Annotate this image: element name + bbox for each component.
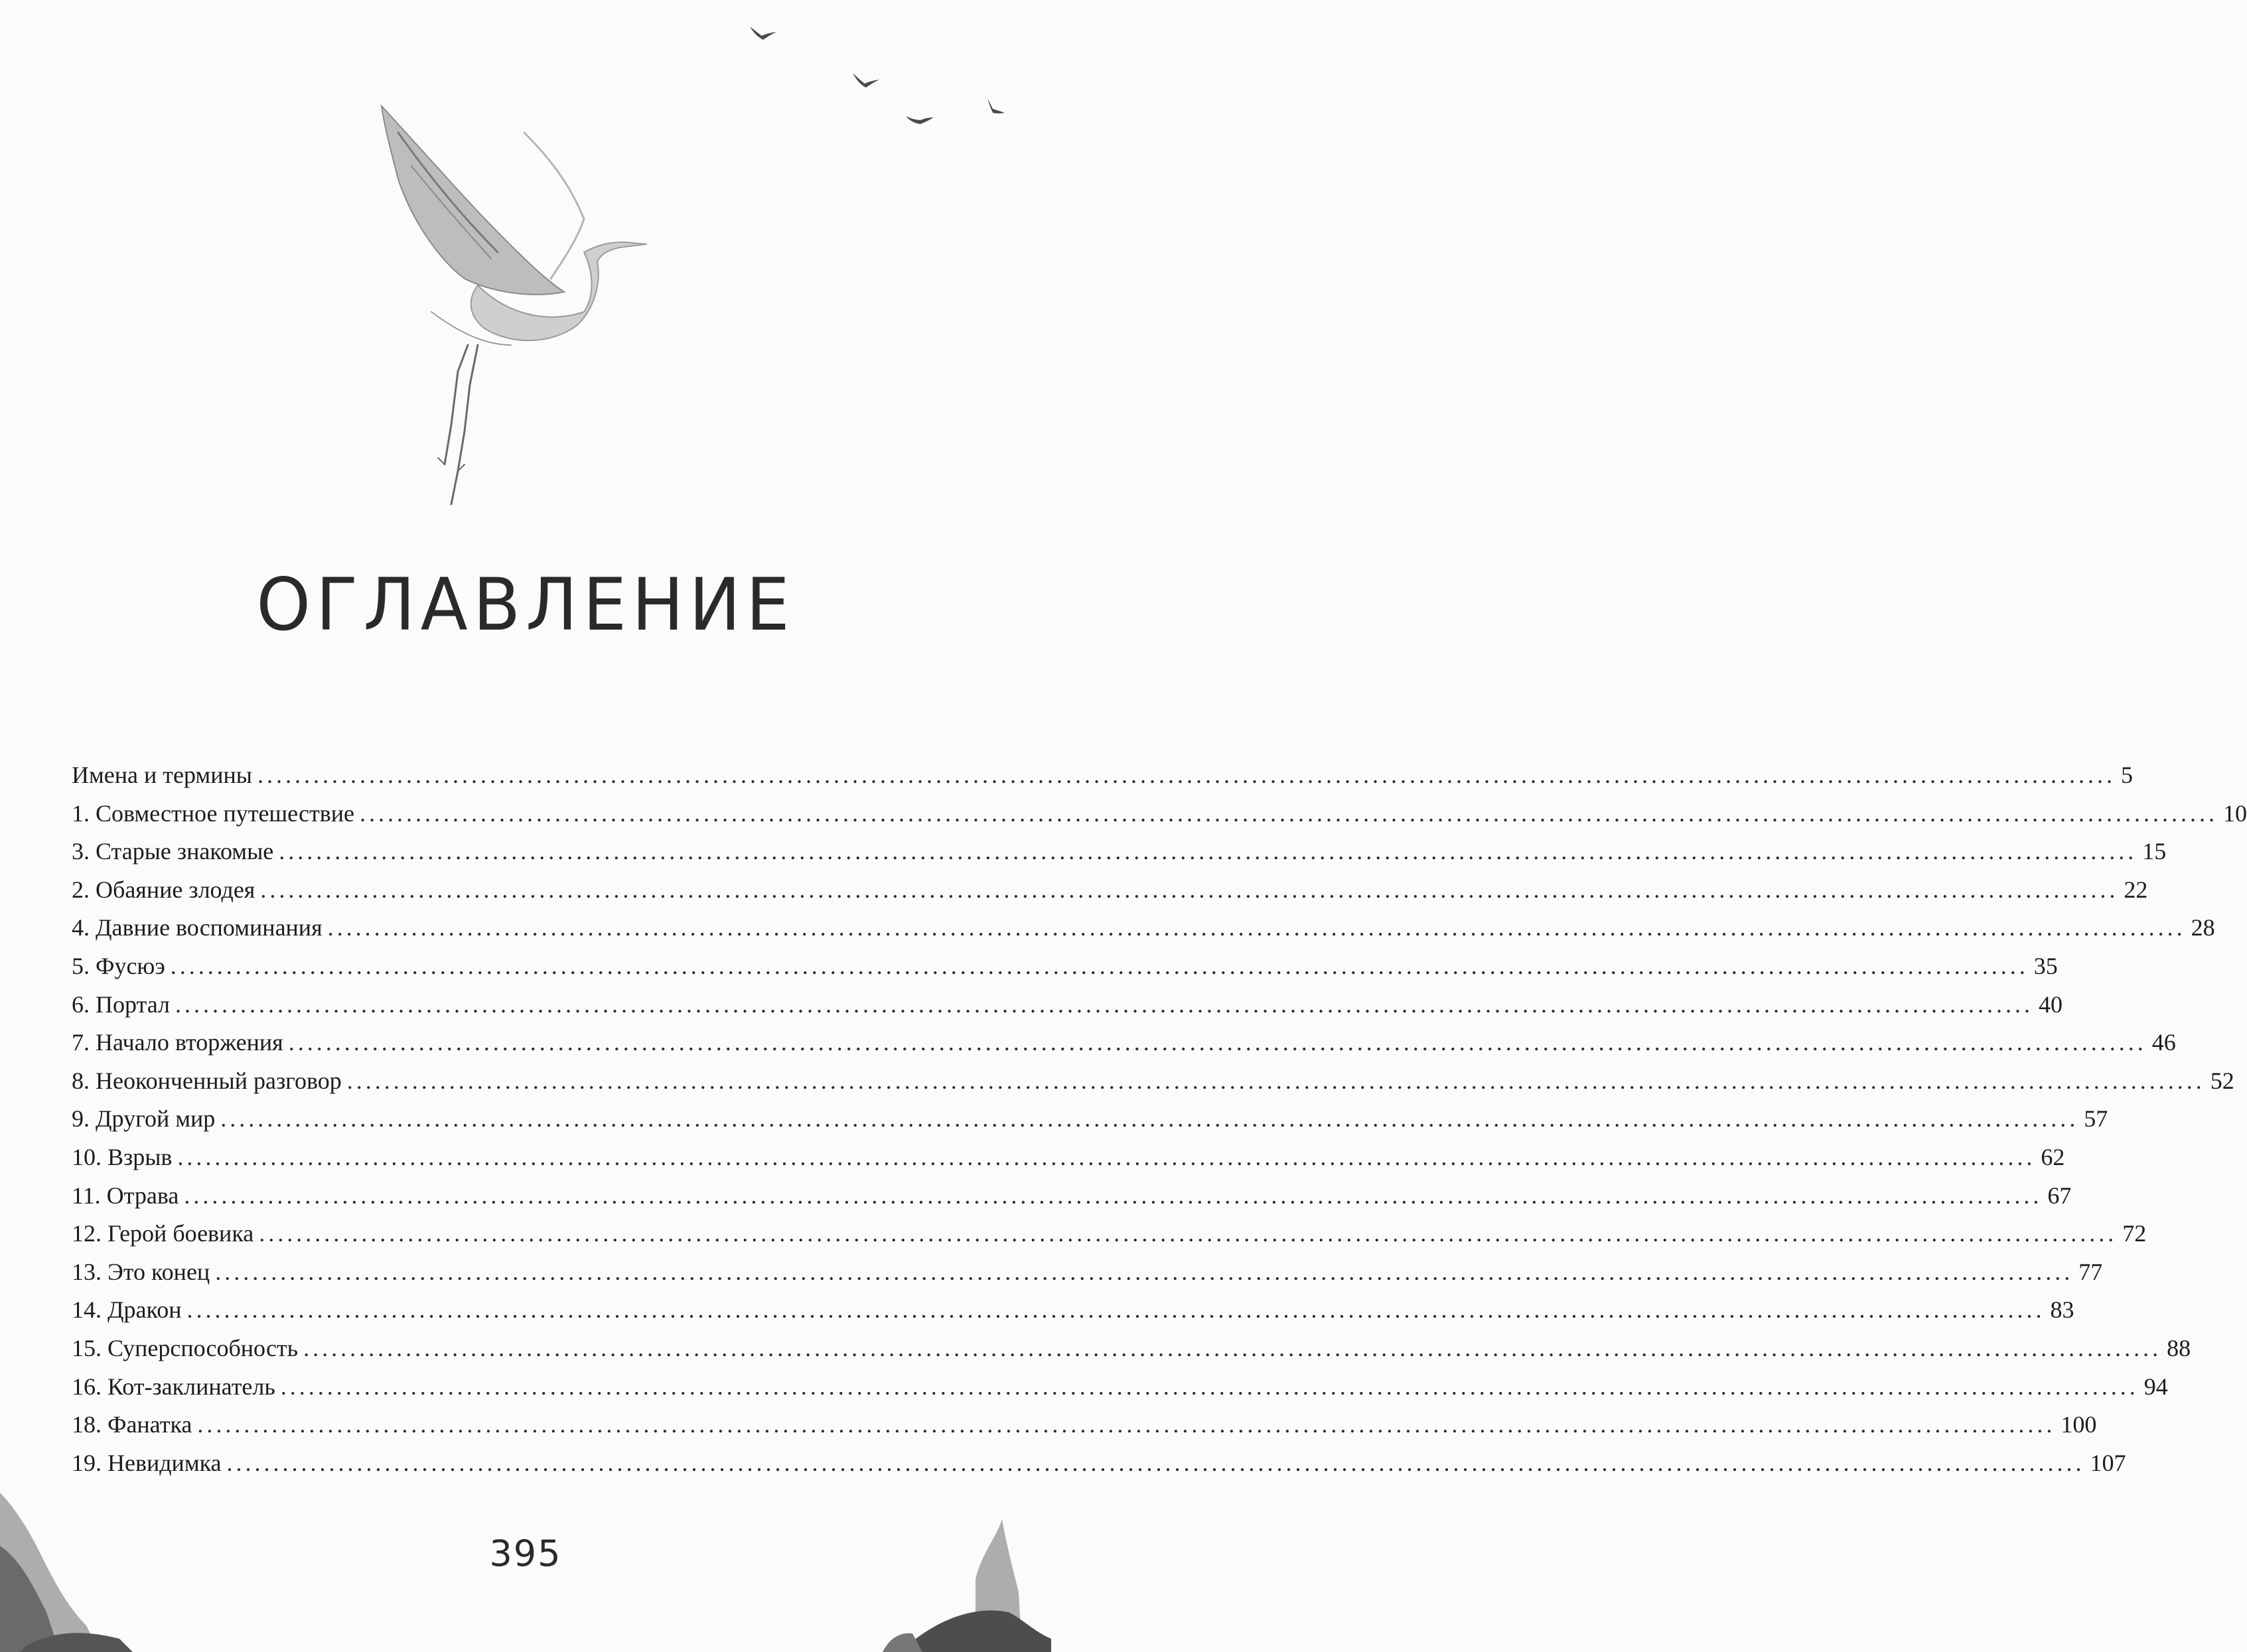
toc-leader-dots: ........................................................................................................................................................................................................ <box>226 1449 2085 1476</box>
toc-leader-dots: ........................................................................................................................................................................................................ <box>186 1296 2045 1324</box>
toc-entry[interactable] <box>72 1138 2065 1177</box>
toc-entry-label: 13. Это конец <box>72 1258 210 1285</box>
toc-entry-page: 83 <box>2050 1296 2074 1324</box>
toc-entry[interactable] <box>72 1368 2168 1407</box>
toc-entry[interactable] <box>72 1024 2176 1062</box>
toc-entry-label: 6. Портал <box>72 991 170 1018</box>
toc-leader-dots: ........................................................................................................................................................................................................ <box>280 1373 2139 1400</box>
toc-entry[interactable] <box>72 1291 2074 1330</box>
heron-illustration-icon <box>382 106 647 504</box>
toc-leader-dots: ........................................................................................................................................................................................................ <box>215 1258 2074 1285</box>
toc-entry[interactable] <box>72 756 2133 795</box>
page-number: 395 <box>489 1533 562 1574</box>
toc-entry-label: 7. Начало вторжения <box>72 1029 283 1056</box>
toc-entry-label: 10. Взрыв <box>72 1143 173 1170</box>
toc-entry-page: 67 <box>2047 1182 2072 1209</box>
toc-entry-label: 14. Дракон <box>72 1296 182 1324</box>
toc-entry[interactable] <box>72 833 2167 871</box>
toc-entry-page: 10 <box>2222 799 2247 827</box>
toc-entry-page: 72 <box>2122 1220 2147 1247</box>
toc-entry[interactable] <box>72 909 2215 947</box>
toc-entry-page: 28 <box>2191 914 2215 941</box>
toc-entry[interactable] <box>72 986 2063 1024</box>
toc-entry[interactable] <box>72 1253 2103 1292</box>
toc-leader-dots: ........................................................................................................................................................................................................ <box>184 1182 2043 1209</box>
toc-entry-label: Имена и термины <box>72 762 252 788</box>
toc-entry[interactable] <box>72 795 2247 833</box>
toc-entry-page: 77 <box>2078 1258 2103 1285</box>
toc-entry-label: 4. Давние воспоминания <box>72 914 323 941</box>
toc-entry-page: 22 <box>2124 876 2148 903</box>
toc-leader-dots: ........................................................................................................................................................................................................ <box>279 838 2138 865</box>
page-title: ОГЛАВЛЕНИЕ <box>256 561 795 648</box>
toc-entry[interactable] <box>72 1330 2191 1368</box>
toc-entry[interactable] <box>72 1406 2097 1444</box>
toc-entry-label: 1. Совместное путешествие <box>72 799 354 827</box>
toc-entry-page: 35 <box>2033 952 2058 979</box>
toc-entry-label: 18. Фанатка <box>72 1411 192 1438</box>
toc-leader-dots: ........................................................................................................................................................................................................ <box>197 1411 2056 1438</box>
toc-entry-label: 11. Отрава <box>72 1182 179 1209</box>
table-of-contents <box>72 756 2247 1482</box>
toc-entry-page: 46 <box>2151 1029 2176 1056</box>
toc-entry-page: 62 <box>2041 1143 2065 1170</box>
toc-entry-page: 15 <box>2142 838 2167 865</box>
toc-entry-page: 100 <box>2061 1411 2097 1438</box>
toc-leader-dots: ........................................................................................................................................................................................................ <box>259 1220 2118 1247</box>
toc-entry[interactable] <box>72 871 2148 910</box>
flying-birds-icon <box>750 27 1005 124</box>
toc-leader-dots: ........................................................................................................................................................................................................ <box>175 991 2033 1018</box>
toc-leader-dots: ........................................................................................................................................................................................................ <box>257 762 2116 788</box>
toc-entry-page: 57 <box>2084 1105 2108 1133</box>
toc-entry-page: 5 <box>2120 762 2133 788</box>
toc-leader-dots: ........................................................................................................................................................................................................ <box>359 799 2218 827</box>
toc-entry-label: 12. Герой боевика <box>72 1220 254 1247</box>
toc-leader-dots: ........................................................................................................................................................................................................ <box>220 1105 2079 1133</box>
toc-leader-dots: ........................................................................................................................................................................................................ <box>288 1029 2147 1056</box>
toc-leader-dots: ........................................................................................................................................................................................................ <box>260 876 2119 903</box>
toc-leader-dots: ........................................................................................................................................................................................................ <box>303 1334 2162 1361</box>
toc-entry-label: 5. Фусюэ <box>72 952 165 979</box>
toc-entry-page: 52 <box>2210 1067 2234 1094</box>
toc-entry[interactable] <box>72 1100 2108 1138</box>
toc-leader-dots: ........................................................................................................................................................................................................ <box>170 952 2029 979</box>
toc-entry[interactable] <box>72 1215 2147 1253</box>
toc-entry-label: 19. Невидимка <box>72 1449 222 1476</box>
toc-entry-page: 40 <box>2038 991 2063 1018</box>
toc-entry-page: 94 <box>2143 1373 2168 1400</box>
toc-entry-label: 2. Обаяние злодея <box>72 876 255 903</box>
toc-entry-label: 3. Старые знакомые <box>72 838 274 865</box>
toc-entry[interactable] <box>72 1062 2234 1101</box>
toc-leader-dots: ........................................................................................................................................................................................................ <box>327 914 2186 941</box>
toc-entry-label: 15. Суперспособность <box>72 1334 299 1361</box>
toc-leader-dots: ........................................................................................................................................................................................................ <box>177 1143 2036 1170</box>
toc-entry-label: 8. Неоконченный разговор <box>72 1067 342 1094</box>
toc-entry-page: 107 <box>2090 1449 2126 1476</box>
toc-entry[interactable] <box>72 1177 2072 1215</box>
toc-entry-label: 16. Кот-заклинатель <box>72 1373 275 1400</box>
toc-entry-page: 88 <box>2167 1334 2191 1361</box>
toc-leader-dots: ........................................................................................................................................................................................................ <box>346 1067 2205 1094</box>
toc-entry-label: 9. Другой мир <box>72 1105 216 1133</box>
toc-entry[interactable] <box>72 947 2058 986</box>
toc-entry[interactable] <box>72 1444 2126 1483</box>
